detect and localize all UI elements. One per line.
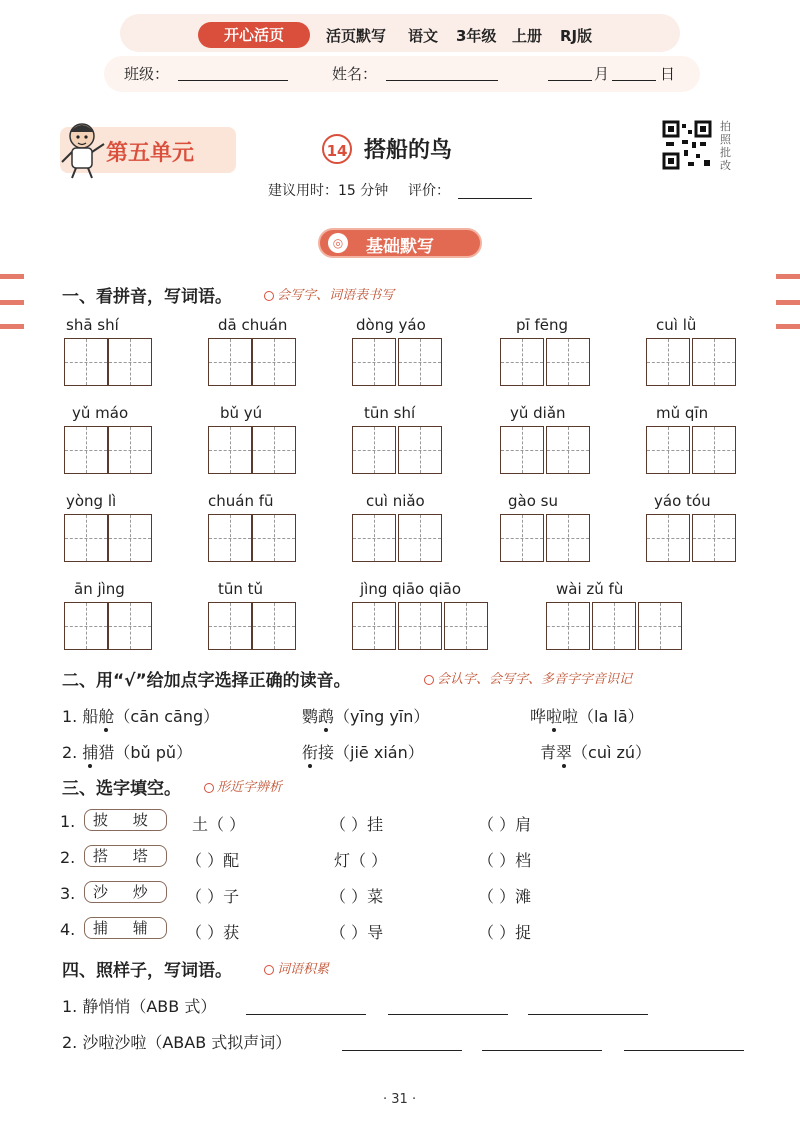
answer-line[interactable] [624, 1028, 744, 1051]
q3-blank[interactable]: 土（ ） [192, 815, 246, 834]
emphasized-character: 鹉 [318, 707, 335, 726]
writing-box[interactable] [108, 338, 152, 386]
word: 捕猎 [82, 743, 115, 762]
writing-box[interactable] [352, 338, 396, 386]
word: 哗啦啦 [530, 707, 579, 726]
day-label: 日 [660, 65, 676, 83]
writing-box[interactable] [546, 338, 590, 386]
side-stripe [776, 274, 800, 279]
writing-box[interactable] [252, 426, 296, 474]
writing-box[interactable] [646, 426, 690, 474]
writing-box[interactable] [64, 338, 108, 386]
answer-line[interactable] [342, 1028, 462, 1051]
qr-code-icon[interactable] [662, 120, 712, 170]
q3-row-4-num: 4. [60, 920, 76, 939]
page-number: · 31 · [383, 1092, 417, 1107]
writing-box[interactable] [398, 426, 442, 474]
writing-box[interactable] [352, 602, 396, 650]
q4-skill-text: 词语积累 [277, 962, 330, 977]
writing-box[interactable] [352, 426, 396, 474]
writing-box[interactable] [208, 602, 252, 650]
evaluation-field[interactable] [458, 180, 532, 199]
month-field[interactable] [548, 62, 592, 81]
writing-box[interactable] [646, 514, 690, 562]
unit-title: 第五单元 [106, 141, 195, 166]
pinyin: chuán fū [208, 492, 274, 510]
emphasized-character: 翠 [556, 743, 573, 762]
q4-row-2: 2. 沙啦沙啦（ABAB 式拟声词） [62, 1033, 292, 1052]
q2-title: 二、用“√”给加点字选择正确的读音。 [62, 671, 351, 691]
class-field[interactable] [178, 62, 288, 81]
pronunciation-options[interactable]: （cuì zú） [572, 743, 652, 762]
q2-row-2-b [302, 740, 424, 763]
writing-box[interactable] [444, 602, 488, 650]
q4-row-1: 1. 静悄悄（ABB 式） [62, 997, 217, 1016]
writing-box[interactable] [108, 602, 152, 650]
writing-box[interactable] [646, 338, 690, 386]
writing-box[interactable] [398, 338, 442, 386]
writing-box[interactable] [252, 514, 296, 562]
writing-box[interactable] [692, 338, 736, 386]
q3-blank[interactable]: （ ）挂 [330, 815, 384, 834]
writing-box[interactable] [398, 514, 442, 562]
skill-icon [264, 291, 274, 301]
emphasized-character: 舱 [98, 707, 115, 726]
q3-blank[interactable]: （ ）肩 [478, 815, 532, 834]
skill-icon [424, 675, 434, 685]
character-choice: 披 坡 [84, 809, 167, 831]
skill-icon [204, 783, 214, 793]
side-stripe [0, 274, 24, 279]
writing-box[interactable] [208, 338, 252, 386]
writing-box[interactable] [500, 514, 544, 562]
writing-box[interactable] [208, 426, 252, 474]
writing-box[interactable] [398, 602, 442, 650]
writing-box[interactable] [592, 602, 636, 650]
q2-row-1 [62, 704, 219, 727]
q3-row-1-choice [84, 809, 167, 830]
q3-blank[interactable]: （ ）配 [186, 851, 240, 870]
q3-row-4-choice [84, 917, 167, 938]
edition: RJ版 [560, 27, 593, 45]
q3-title: 三、选字填空。 [62, 779, 181, 799]
pinyin: dòng yáo [356, 316, 426, 334]
q1-skill [264, 284, 394, 303]
month-label: 月 [594, 65, 610, 83]
pinyin: jìng qiāo qiāo [360, 580, 462, 598]
pronunciation-options[interactable]: （bǔ pǔ） [114, 743, 193, 762]
word: 衔接 [302, 743, 335, 762]
writing-box[interactable] [638, 602, 682, 650]
character-choice: 沙 炒 [84, 881, 167, 903]
q1-skill-text: 会写字、词语表书写 [277, 288, 395, 303]
writing-box[interactable] [500, 338, 544, 386]
q2-row-1-c [530, 704, 644, 727]
q2-skill-text: 会认字、会写字、多音字字音识记 [437, 672, 633, 687]
q3-blank[interactable]: （ ）捉 [478, 923, 532, 942]
pronunciation-options[interactable]: （la lā） [578, 707, 644, 726]
magnifier-icon: ◎ [328, 233, 348, 253]
writing-box[interactable] [64, 602, 108, 650]
side-stripe [776, 300, 800, 305]
q3-row-2-choice [84, 845, 167, 866]
pinyin: yáo tóu [654, 492, 711, 510]
pinyin: yǔ máo [72, 404, 129, 422]
q3-blank[interactable]: 灯（ ） [334, 851, 388, 870]
q2-skill [424, 668, 632, 687]
pinyin: yǔ diǎn [510, 404, 566, 422]
pinyin: cuì niǎo [366, 492, 425, 510]
word: 船舱 [82, 707, 115, 726]
writing-box[interactable] [108, 514, 152, 562]
emphasized-character: 捕 [82, 743, 99, 762]
q1-title: 一、看拼音，写词语。 [62, 287, 232, 307]
grade: 3年级 [456, 27, 497, 45]
pinyin: dā chuán [218, 316, 288, 334]
pinyin: ān jìng [74, 580, 125, 598]
pinyin: cuì lǜ [656, 316, 697, 334]
writing-box[interactable] [692, 426, 736, 474]
brand-text: 开心活页 [223, 26, 284, 44]
q2-row-2 [62, 740, 192, 763]
q3-blank[interactable]: （ ）滩 [478, 887, 532, 906]
suggested-time: 建议用时：15 分钟 [268, 183, 389, 199]
side-stripe [0, 324, 24, 329]
writing-box[interactable] [500, 426, 544, 474]
pinyin: bǔ yú [220, 404, 263, 422]
class-label: 班级： [124, 65, 170, 83]
q2-row-2-c [540, 740, 651, 763]
pinyin: wài zǔ fù [556, 580, 624, 598]
row-number: 2. [62, 743, 78, 762]
q3-skill-text: 形近字辨析 [217, 780, 283, 795]
word: 青翠 [540, 743, 573, 762]
q3-row-3-num: 3. [60, 884, 76, 903]
evaluation-label: 评价： [408, 183, 450, 199]
writing-box[interactable] [546, 514, 590, 562]
pinyin: tūn shí [364, 404, 416, 422]
pinyin: shā shí [66, 316, 119, 334]
q4-skill [264, 958, 329, 977]
pronunciation-options[interactable]: （yīng yīn） [334, 707, 430, 726]
writing-box[interactable] [692, 514, 736, 562]
writing-box[interactable] [64, 514, 108, 562]
side-stripe [776, 324, 800, 329]
answer-line[interactable] [528, 992, 648, 1015]
writing-box[interactable] [352, 514, 396, 562]
lesson-number: 14 [322, 134, 352, 164]
pinyin: gào su [508, 492, 558, 510]
subject: 语文 [408, 27, 439, 45]
qr-caption: 拍照批改 [720, 120, 731, 172]
q4-title: 四、照样子，写词语。 [62, 961, 232, 981]
word: 鹦鹉 [302, 707, 335, 726]
q2-row-1-b [302, 704, 429, 727]
term: 上册 [512, 27, 543, 45]
writing-box[interactable] [252, 602, 296, 650]
q3-blank[interactable]: （ ）导 [330, 923, 384, 942]
pronunciation-options[interactable]: （cān cāng） [114, 707, 220, 726]
lesson-title: 搭船的鸟 [364, 138, 453, 163]
day-field[interactable] [612, 62, 656, 81]
pinyin: pī fēng [516, 316, 568, 334]
writing-box[interactable] [546, 426, 590, 474]
writing-box[interactable] [108, 426, 152, 474]
series-title: 活页默写 [326, 27, 387, 45]
skill-icon [264, 965, 274, 975]
answer-line[interactable] [246, 992, 366, 1015]
q3-blank[interactable]: （ ）子 [186, 887, 240, 906]
writing-box[interactable] [546, 602, 590, 650]
q3-row-1-num: 1. [60, 812, 76, 831]
q3-skill [204, 776, 282, 795]
q3-row-3-choice [84, 881, 167, 902]
emphasized-character: 衔 [302, 743, 319, 762]
writing-box[interactable] [64, 426, 108, 474]
character-choice: 搭 塔 [84, 845, 167, 867]
pronunciation-options[interactable]: （jiē xián） [334, 743, 424, 762]
writing-box[interactable] [208, 514, 252, 562]
writing-box[interactable] [252, 338, 296, 386]
q3-blank[interactable]: （ ）档 [478, 851, 532, 870]
name-field[interactable] [386, 62, 498, 81]
q3-blank[interactable]: （ ）菜 [330, 887, 384, 906]
pinyin: mǔ qīn [656, 404, 709, 422]
emphasized-character: 啦 [546, 707, 563, 726]
pinyin: yòng lì [66, 492, 117, 510]
name-label: 姓名： [332, 65, 378, 83]
q3-blank[interactable]: （ ）获 [186, 923, 240, 942]
character-choice: 捕 辅 [84, 917, 167, 939]
answer-line[interactable] [388, 992, 508, 1015]
side-stripe [0, 300, 24, 305]
brand-logo [198, 22, 310, 48]
section-title: 基础默写 [366, 237, 434, 257]
mascot-icon [58, 118, 110, 180]
q3-row-2-num: 2. [60, 848, 76, 867]
answer-line[interactable] [482, 1028, 602, 1051]
row-number: 1. [62, 707, 78, 726]
pinyin: tūn tǔ [218, 580, 264, 598]
